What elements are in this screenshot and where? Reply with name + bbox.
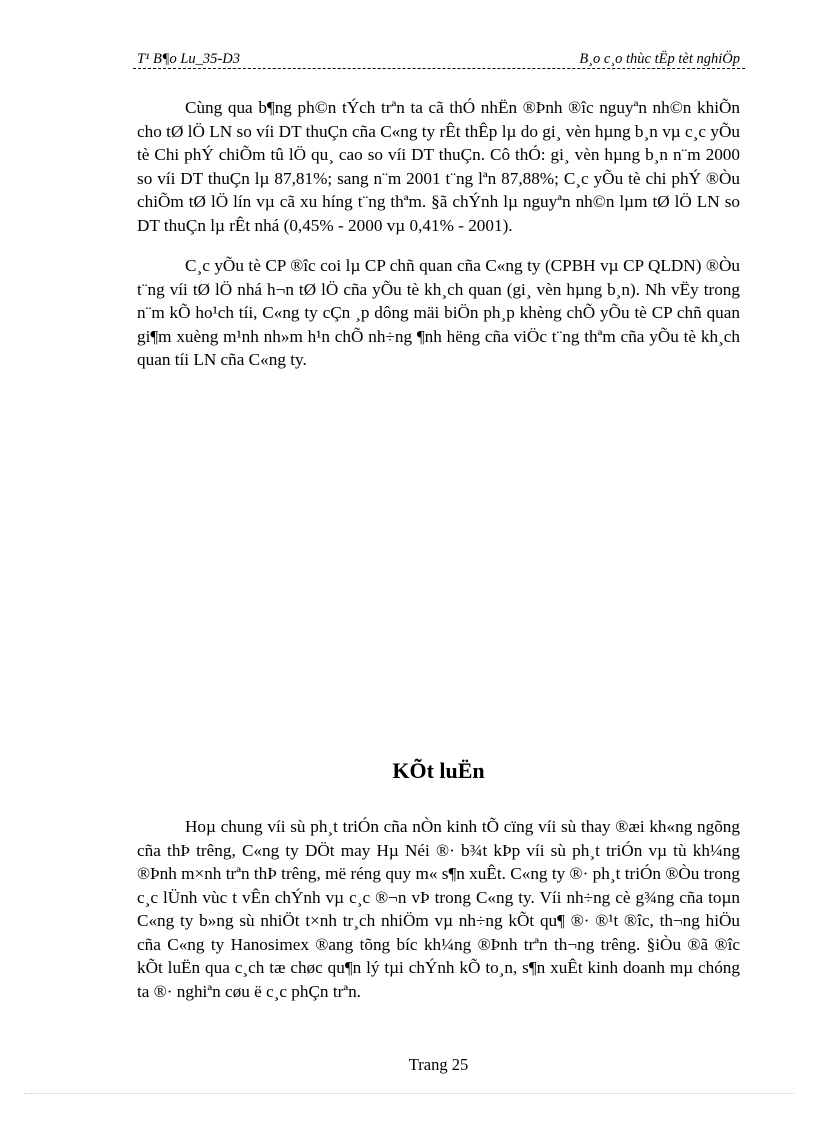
header-author: T¹ B¶o Lu_35-D3 [137, 51, 240, 67]
header-divider [133, 68, 745, 69]
conclusion-title: KÕt luËn [392, 758, 485, 783]
page-bottom-divider [24, 1093, 794, 1094]
body-paragraph-2: C¸c yÕu tè CP ®îc coi lµ CP chñ quan cña C«ng ty (CPBH vµ CP QLDN) ®Òu t¨ng víi tØ lÖ nhá h¬n tØ lÖ cña yÕu tè kh¸ch quan (gi¸ vèn hµng b¸n). Nh vËy trong n¨m kÕ ho¹ch tíi, C«ng ty cÇn ¸p dông mäi biÖn ph¸p khèng chÕ yÕu tè CP chñ quan gi¶m xuèng m¹nh nh»m h¹n chÕ nh÷ng ¶nh hëng cña viÖc t¨ng thªm cña yÕu tè kh¸ch quan tíi LN cña C«ng ty. [137, 256, 740, 369]
header-report-title: B¸o c¸o thùc tËp tèt nghiÖp [579, 51, 740, 67]
body-paragraph-1: Cùng qua b¶ng ph©n tÝch trªn ta cã thÓ nhËn ®Þnh ®îc nguyªn nh©n khiÕn cho tØ lÖ LN so víi DT thuÇn cña C«ng ty rÊt thÊp lµ do gi¸ vèn hµng b¸n vµ c¸c yÕu tè Chi phÝ chiÕm tû lÖ qu¸ cao so víi DT thuÇn. Cô thÓ: gi¸ vèn hµng b¸n n¨m 2000 so víi DT thuÇn lµ 87,81%; sang n¨m 2001 t¨ng lªn 87,88%; C¸c yÕu tè chi phÝ ®Òu chiÕm tØ lÖ lín vµ cã xu híng t¨ng thªm. §ã chÝnh lµ nguyªn nh©n lµm tØ lÖ LN so DT thuÇn lµ rÊt nhá (0,45% - 2000 vµ 0,41% - 2001). [137, 98, 740, 235]
page-number: Trang 25 [408, 1055, 469, 1074]
conclusion-paragraph: Hoµ chung víi sù ph¸t triÓn cña nÒn kinh tÕ cïng víi sù thay ®æi kh«ng ngõng cña thÞ trêng, C«ng ty DÖt may Hµ Néi ®· b¾t kÞp víi sù ph¸t triÓn vµ tù kh¼ng ®Þnh m×nh trªn thÞ trêng, më réng quy m« s¶n xuÊt. C«ng ty ®· ph¸t triÓn ®Òu trong c¸c lÜnh vùc t vÊn chÝnh vµ c¸c ®¬n vÞ trong C«ng ty. Víi nh÷ng cè g¾ng cña toµn C«ng ty b»ng sù nhiÖt t×nh tr¸ch nhiÖm vµ nh÷ng kÕt qu¶ ®· ®¹t ®îc, th¬ng hiÖu cña C«ng ty Hanosimex ®ang tõng bíc kh¼ng ®Þnh trªn th¬ng trêng. §iÒu ®ã ®îc kÕt luËn qua c¸ch tæ chøc qu¶n lý tµi chÝnh kÕ to¸n, s¶n xuÊt kinh doanh mµ chóng ta ®· nghiªn cøu ë c¸c phÇn trªn. [137, 817, 740, 1001]
